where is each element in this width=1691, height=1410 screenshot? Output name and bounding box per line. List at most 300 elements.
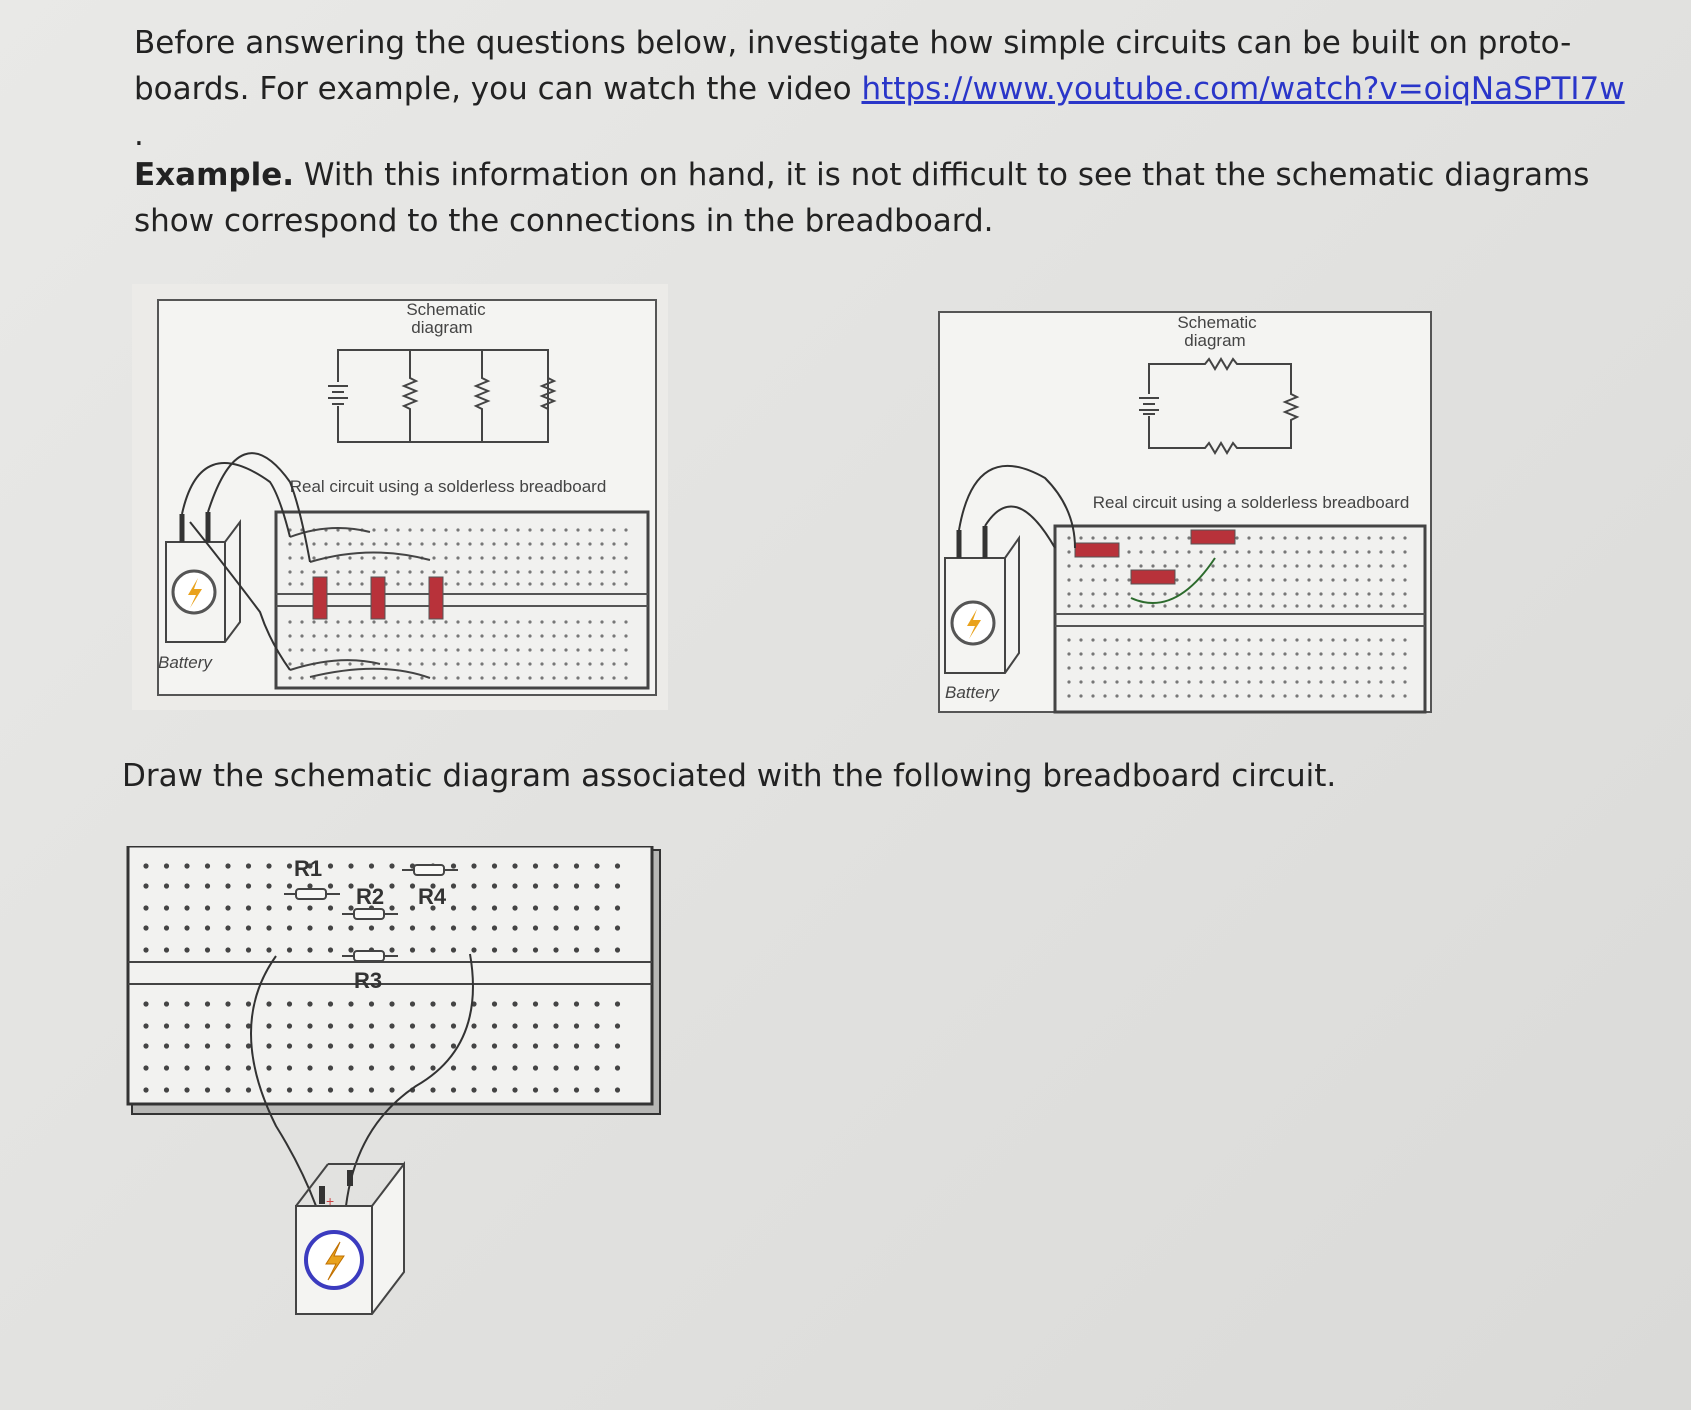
breadboard-hole bbox=[1175, 550, 1178, 553]
breadboard-hole bbox=[408, 528, 411, 531]
breadboard-hole bbox=[504, 528, 507, 531]
breadboard-hole bbox=[1247, 666, 1250, 669]
breadboard-hole bbox=[205, 925, 210, 930]
breadboard-hole bbox=[225, 1087, 230, 1092]
breadboard-hole bbox=[1175, 638, 1178, 641]
breadboard-hole bbox=[307, 1001, 312, 1006]
breadboard-hole bbox=[1223, 592, 1226, 595]
breadboard-hole bbox=[492, 1043, 497, 1048]
breadboard-hole bbox=[451, 905, 456, 910]
breadboard-hole bbox=[1187, 536, 1190, 539]
breadboard-hole bbox=[372, 556, 375, 559]
breadboard-hole bbox=[312, 634, 315, 637]
breadboard-hole bbox=[1391, 550, 1394, 553]
breadboard-hole bbox=[389, 1001, 394, 1006]
breadboard-hole bbox=[576, 620, 579, 623]
breadboard-hole bbox=[552, 570, 555, 573]
breadboard-hole bbox=[307, 1023, 312, 1028]
breadboard-hole bbox=[288, 634, 291, 637]
breadboard-hole bbox=[1355, 578, 1358, 581]
breadboard-hole bbox=[348, 620, 351, 623]
breadboard-hole bbox=[574, 1043, 579, 1048]
breadboard-hole bbox=[1355, 592, 1358, 595]
breadboard-hole bbox=[1331, 592, 1334, 595]
breadboard-hole bbox=[1127, 680, 1130, 683]
breadboard-hole bbox=[516, 648, 519, 651]
breadboard-hole bbox=[564, 582, 567, 585]
breadboard-hole bbox=[1283, 638, 1286, 641]
breadboard-hole bbox=[287, 1087, 292, 1092]
breadboard-hole bbox=[1319, 652, 1322, 655]
breadboard-hole bbox=[480, 648, 483, 651]
breadboard-hole bbox=[1355, 694, 1358, 697]
breadboard-hole bbox=[1379, 680, 1382, 683]
breadboard-hole bbox=[300, 634, 303, 637]
breadboard-hole bbox=[348, 947, 353, 952]
breadboard-hole bbox=[512, 1087, 517, 1092]
breadboard-hole bbox=[300, 542, 303, 545]
breadboard-hole bbox=[1331, 638, 1334, 641]
breadboard-hole bbox=[1271, 638, 1274, 641]
breadboard-hole bbox=[1079, 638, 1082, 641]
breadboard-hole bbox=[410, 925, 415, 930]
breadboard-hole bbox=[143, 1023, 148, 1028]
breadboard-hole bbox=[266, 1087, 271, 1092]
breadboard-hole bbox=[1319, 578, 1322, 581]
breadboard-hole bbox=[1271, 592, 1274, 595]
breadboard-hole bbox=[552, 542, 555, 545]
breadboard-hole bbox=[372, 620, 375, 623]
breadboard-hole bbox=[384, 634, 387, 637]
breadboard-hole bbox=[468, 662, 471, 665]
breadboard-hole bbox=[430, 1001, 435, 1006]
breadboard-hole bbox=[1199, 550, 1202, 553]
breadboard-hole bbox=[1271, 666, 1274, 669]
breadboard-hole bbox=[1271, 536, 1274, 539]
breadboard-hole bbox=[1127, 604, 1130, 607]
breadboard-hole bbox=[1115, 578, 1118, 581]
breadboard-hole bbox=[1175, 666, 1178, 669]
breadboard-hole bbox=[384, 570, 387, 573]
breadboard-hole bbox=[336, 648, 339, 651]
breadboard-hole bbox=[492, 863, 497, 868]
breadboard-hole bbox=[594, 1087, 599, 1092]
breadboard-hole bbox=[348, 1065, 353, 1070]
breadboard-hole bbox=[1391, 578, 1394, 581]
breadboard-hole bbox=[471, 947, 476, 952]
breadboard-hole bbox=[1379, 604, 1382, 607]
breadboard-hole bbox=[1391, 592, 1394, 595]
breadboard-hole bbox=[588, 542, 591, 545]
breadboard-hole bbox=[576, 542, 579, 545]
breadboard-hole bbox=[1379, 536, 1382, 539]
breadboard-hole bbox=[246, 863, 251, 868]
breadboard-hole bbox=[205, 863, 210, 868]
breadboard-hole bbox=[300, 676, 303, 679]
breadboard-hole bbox=[360, 556, 363, 559]
breadboard-hole bbox=[480, 542, 483, 545]
breadboard-hole bbox=[512, 925, 517, 930]
breadboard-hole bbox=[266, 1043, 271, 1048]
breadboard-hole bbox=[552, 676, 555, 679]
breadboard-hole bbox=[1379, 578, 1382, 581]
breadboard-hole bbox=[574, 1023, 579, 1028]
breadboard-hole bbox=[410, 1001, 415, 1006]
breadboard-hole bbox=[307, 1043, 312, 1048]
breadboard-hole bbox=[396, 528, 399, 531]
breadboard-hole bbox=[588, 570, 591, 573]
breadboard-hole bbox=[328, 1023, 333, 1028]
breadboard-hole bbox=[225, 1023, 230, 1028]
breadboard-hole bbox=[1151, 652, 1154, 655]
video-link[interactable]: https://www.youtube.com/watch?v=oiqNaSPTI7w bbox=[861, 71, 1625, 107]
breadboard-hole bbox=[384, 620, 387, 623]
breadboard-hole bbox=[396, 648, 399, 651]
breadboard-hole bbox=[432, 528, 435, 531]
breadboard-hole bbox=[553, 947, 558, 952]
breadboard-hole bbox=[528, 528, 531, 531]
breadboard-hole bbox=[1295, 652, 1298, 655]
breadboard-hole bbox=[1319, 564, 1322, 567]
breadboard-hole bbox=[574, 925, 579, 930]
breadboard-hole bbox=[444, 676, 447, 679]
breadboard-hole bbox=[1223, 652, 1226, 655]
breadboard-hole bbox=[588, 582, 591, 585]
breadboard-hole bbox=[516, 528, 519, 531]
breadboard-hole bbox=[444, 648, 447, 651]
breadboard-hole bbox=[533, 925, 538, 930]
breadboard-hole bbox=[420, 648, 423, 651]
breadboard-hole bbox=[396, 634, 399, 637]
breadboard-hole bbox=[574, 1001, 579, 1006]
breadboard-hole bbox=[451, 863, 456, 868]
breadboard-hole bbox=[1271, 578, 1274, 581]
breadboard-hole bbox=[574, 863, 579, 868]
breadboard-hole bbox=[576, 528, 579, 531]
breadboard-hole bbox=[553, 925, 558, 930]
breadboard-hole bbox=[480, 556, 483, 559]
breadboard-hole bbox=[1127, 666, 1130, 669]
breadboard-hole bbox=[328, 1001, 333, 1006]
breadboard-hole bbox=[492, 662, 495, 665]
breadboard-hole bbox=[576, 582, 579, 585]
breadboard-hole bbox=[504, 620, 507, 623]
breadboard-hole bbox=[348, 1087, 353, 1092]
breadboard-hole bbox=[307, 925, 312, 930]
breadboard-hole bbox=[432, 570, 435, 573]
breadboard-hole bbox=[1223, 604, 1226, 607]
breadboard-hole bbox=[225, 1043, 230, 1048]
breadboard-hole bbox=[1187, 652, 1190, 655]
breadboard-hole bbox=[246, 947, 251, 952]
breadboard-hole bbox=[287, 883, 292, 888]
breadboard-hole bbox=[1331, 550, 1334, 553]
breadboard-hole bbox=[456, 634, 459, 637]
breadboard-hole bbox=[288, 648, 291, 651]
breadboard-hole bbox=[1235, 652, 1238, 655]
breadboard-hole bbox=[1319, 604, 1322, 607]
breadboard-hole bbox=[456, 528, 459, 531]
breadboard-hole bbox=[451, 1001, 456, 1006]
breadboard-hole bbox=[1355, 604, 1358, 607]
breadboard-hole bbox=[1079, 694, 1082, 697]
breadboard-hole bbox=[1199, 638, 1202, 641]
breadboard-hole bbox=[1367, 564, 1370, 567]
breadboard-hole bbox=[1091, 680, 1094, 683]
breadboard-hole bbox=[1115, 604, 1118, 607]
breadboard-hole bbox=[612, 620, 615, 623]
breadboard-hole bbox=[324, 620, 327, 623]
breadboard-hole bbox=[480, 676, 483, 679]
breadboard-hole bbox=[1283, 536, 1286, 539]
breadboard-hole bbox=[1295, 550, 1298, 553]
breadboard-hole bbox=[504, 676, 507, 679]
breadboard-hole bbox=[516, 620, 519, 623]
breadboard-hole bbox=[266, 883, 271, 888]
breadboard-hole bbox=[594, 883, 599, 888]
breadboard-hole bbox=[594, 1023, 599, 1028]
breadboard-hole bbox=[600, 662, 603, 665]
breadboard-hole bbox=[1151, 536, 1154, 539]
breadboard-hole bbox=[246, 1087, 251, 1092]
breadboard-hole bbox=[372, 634, 375, 637]
breadboard-hole bbox=[396, 556, 399, 559]
breadboard-hole bbox=[1139, 638, 1142, 641]
breadboard-hole bbox=[451, 1023, 456, 1028]
breadboard-hole bbox=[504, 634, 507, 637]
breadboard-hole bbox=[1175, 578, 1178, 581]
schematic-label-right-1: Schematic bbox=[1177, 313, 1257, 332]
breadboard-hole bbox=[468, 570, 471, 573]
breadboard-hole bbox=[1259, 592, 1262, 595]
breadboard-hole bbox=[1235, 694, 1238, 697]
breadboard-hole bbox=[1223, 638, 1226, 641]
breadboard-hole bbox=[1103, 694, 1106, 697]
breadboard-hole bbox=[184, 1023, 189, 1028]
breadboard-hole bbox=[1115, 694, 1118, 697]
breadboard-hole bbox=[615, 1087, 620, 1092]
breadboard-hole bbox=[164, 947, 169, 952]
breadboard-hole bbox=[1127, 592, 1130, 595]
breadboard-hole bbox=[1175, 536, 1178, 539]
breadboard-hole bbox=[588, 556, 591, 559]
breadboard-hole bbox=[1403, 604, 1406, 607]
breadboard-hole bbox=[552, 620, 555, 623]
breadboard-hole bbox=[444, 542, 447, 545]
breadboard-hole bbox=[348, 662, 351, 665]
breadboard-hole bbox=[1223, 694, 1226, 697]
breadboard-hole bbox=[1391, 564, 1394, 567]
real-circuit-label-left: Real circuit using a solderless breadboard bbox=[289, 477, 607, 496]
breadboard-hole bbox=[1307, 578, 1310, 581]
breadboard-hole bbox=[225, 947, 230, 952]
breadboard-hole bbox=[288, 542, 291, 545]
breadboard-hole bbox=[1319, 666, 1322, 669]
breadboard-hole bbox=[288, 676, 291, 679]
breadboard-hole bbox=[564, 542, 567, 545]
breadboard-hole bbox=[512, 1001, 517, 1006]
breadboard-hole bbox=[1187, 564, 1190, 567]
breadboard-hole bbox=[612, 570, 615, 573]
breadboard-hole bbox=[324, 676, 327, 679]
battery-plus-sign: + bbox=[326, 1193, 335, 1209]
breadboard-hole bbox=[1139, 592, 1142, 595]
breadboard-hole bbox=[612, 582, 615, 585]
breadboard-hole bbox=[594, 1043, 599, 1048]
breadboard-hole bbox=[1355, 652, 1358, 655]
breadboard-hole bbox=[432, 634, 435, 637]
breadboard-hole bbox=[1187, 604, 1190, 607]
breadboard-hole bbox=[540, 528, 543, 531]
breadboard-hole bbox=[492, 1023, 497, 1028]
breadboard-hole bbox=[451, 925, 456, 930]
breadboard-hole bbox=[1067, 680, 1070, 683]
breadboard-hole bbox=[1343, 694, 1346, 697]
breadboard-hole bbox=[1403, 666, 1406, 669]
breadboard-hole bbox=[615, 883, 620, 888]
breadboard-hole bbox=[324, 542, 327, 545]
breadboard-hole bbox=[512, 1023, 517, 1028]
breadboard-hole bbox=[360, 582, 363, 585]
breadboard-hole bbox=[1247, 564, 1250, 567]
breadboard-hole bbox=[1295, 694, 1298, 697]
breadboard-hole bbox=[1331, 694, 1334, 697]
breadboard-hole bbox=[612, 634, 615, 637]
breadboard-hole bbox=[372, 676, 375, 679]
breadboard-hole bbox=[143, 1087, 148, 1092]
breadboard-hole bbox=[1271, 604, 1274, 607]
breadboard-hole bbox=[420, 620, 423, 623]
breadboard-hole bbox=[1199, 592, 1202, 595]
breadboard-hole bbox=[143, 947, 148, 952]
breadboard-hole bbox=[420, 676, 423, 679]
breadboard-hole bbox=[552, 528, 555, 531]
breadboard-hole bbox=[444, 620, 447, 623]
breadboard-hole bbox=[430, 947, 435, 952]
breadboard-hole bbox=[564, 620, 567, 623]
breadboard-hole bbox=[312, 620, 315, 623]
breadboard-hole bbox=[1163, 536, 1166, 539]
breadboard-hole bbox=[1403, 592, 1406, 595]
breadboard-hole bbox=[328, 883, 333, 888]
breadboard-hole bbox=[1235, 666, 1238, 669]
breadboard-hole bbox=[360, 662, 363, 665]
breadboard-hole bbox=[1067, 564, 1070, 567]
breadboard-hole bbox=[408, 620, 411, 623]
breadboard-hole bbox=[492, 883, 497, 888]
breadboard-hole bbox=[533, 1087, 538, 1092]
breadboard-hole bbox=[528, 676, 531, 679]
breadboard-hole bbox=[576, 662, 579, 665]
breadboard-hole bbox=[184, 1065, 189, 1070]
breadboard-hole bbox=[432, 676, 435, 679]
breadboard-hole bbox=[1127, 578, 1130, 581]
breadboard-hole bbox=[1187, 666, 1190, 669]
breadboard-hole bbox=[1211, 666, 1214, 669]
breadboard-hole bbox=[1283, 680, 1286, 683]
breadboard-hole bbox=[205, 905, 210, 910]
breadboard-hole bbox=[480, 634, 483, 637]
breadboard-hole bbox=[516, 542, 519, 545]
breadboard-hole bbox=[408, 676, 411, 679]
breadboard-hole bbox=[372, 528, 375, 531]
intro-paragraph bbox=[134, 20, 1634, 158]
breadboard-hole bbox=[205, 1043, 210, 1048]
breadboard-hole bbox=[1079, 652, 1082, 655]
breadboard-hole bbox=[540, 570, 543, 573]
breadboard-hole bbox=[540, 662, 543, 665]
breadboard-hole bbox=[553, 863, 558, 868]
breadboard-hole bbox=[1211, 680, 1214, 683]
breadboard-hole bbox=[300, 648, 303, 651]
breadboard-hole bbox=[336, 620, 339, 623]
breadboard-hole bbox=[600, 528, 603, 531]
breadboard-hole bbox=[1067, 694, 1070, 697]
breadboard-hole bbox=[1319, 550, 1322, 553]
breadboard-hole bbox=[408, 570, 411, 573]
breadboard-hole bbox=[456, 570, 459, 573]
breadboard-hole bbox=[307, 947, 312, 952]
breadboard-hole bbox=[1331, 564, 1334, 567]
breadboard-hole bbox=[1403, 550, 1406, 553]
breadboard-hole bbox=[468, 528, 471, 531]
breadboard-hole bbox=[1151, 592, 1154, 595]
breadboard-hole bbox=[594, 905, 599, 910]
breadboard-hole bbox=[471, 925, 476, 930]
breadboard-hole bbox=[1163, 666, 1166, 669]
breadboard-hole bbox=[528, 620, 531, 623]
breadboard-hole bbox=[348, 1043, 353, 1048]
breadboard-hole bbox=[384, 662, 387, 665]
breadboard-hole bbox=[1115, 536, 1118, 539]
breadboard-hole bbox=[288, 582, 291, 585]
example-body: With this information on hand, it is not difficult to see that the schematic diagrams show correspond to the connections in the breadboard. bbox=[134, 157, 1590, 239]
breadboard-hole bbox=[1151, 694, 1154, 697]
breadboard-hole bbox=[1067, 604, 1070, 607]
breadboard-hole bbox=[1343, 652, 1346, 655]
breadboard-hole bbox=[225, 863, 230, 868]
breadboard-hole bbox=[336, 662, 339, 665]
breadboard-hole bbox=[615, 1023, 620, 1028]
breadboard-hole bbox=[1331, 666, 1334, 669]
breadboard-hole bbox=[504, 570, 507, 573]
breadboard-hole bbox=[1079, 592, 1082, 595]
breadboard-hole bbox=[594, 1065, 599, 1070]
breadboard-hole bbox=[540, 620, 543, 623]
breadboard-hole bbox=[512, 1065, 517, 1070]
breadboard-hole bbox=[1103, 680, 1106, 683]
left-breadboard bbox=[276, 512, 648, 688]
breadboard-hole bbox=[1259, 550, 1262, 553]
breadboard-hole bbox=[1199, 666, 1202, 669]
breadboard-hole bbox=[246, 905, 251, 910]
breadboard-hole bbox=[287, 1023, 292, 1028]
breadboard-hole bbox=[328, 1043, 333, 1048]
breadboard-hole bbox=[1295, 592, 1298, 595]
breadboard-hole bbox=[1067, 666, 1070, 669]
breadboard-hole bbox=[512, 905, 517, 910]
breadboard-hole bbox=[1067, 638, 1070, 641]
breadboard-hole bbox=[1235, 592, 1238, 595]
breadboard-hole bbox=[456, 542, 459, 545]
breadboard-hole bbox=[552, 662, 555, 665]
breadboard-hole bbox=[512, 1043, 517, 1048]
breadboard-hole bbox=[360, 676, 363, 679]
breadboard-hole bbox=[1175, 652, 1178, 655]
breadboard-hole bbox=[588, 662, 591, 665]
breadboard-hole bbox=[1403, 638, 1406, 641]
breadboard-hole bbox=[451, 1065, 456, 1070]
